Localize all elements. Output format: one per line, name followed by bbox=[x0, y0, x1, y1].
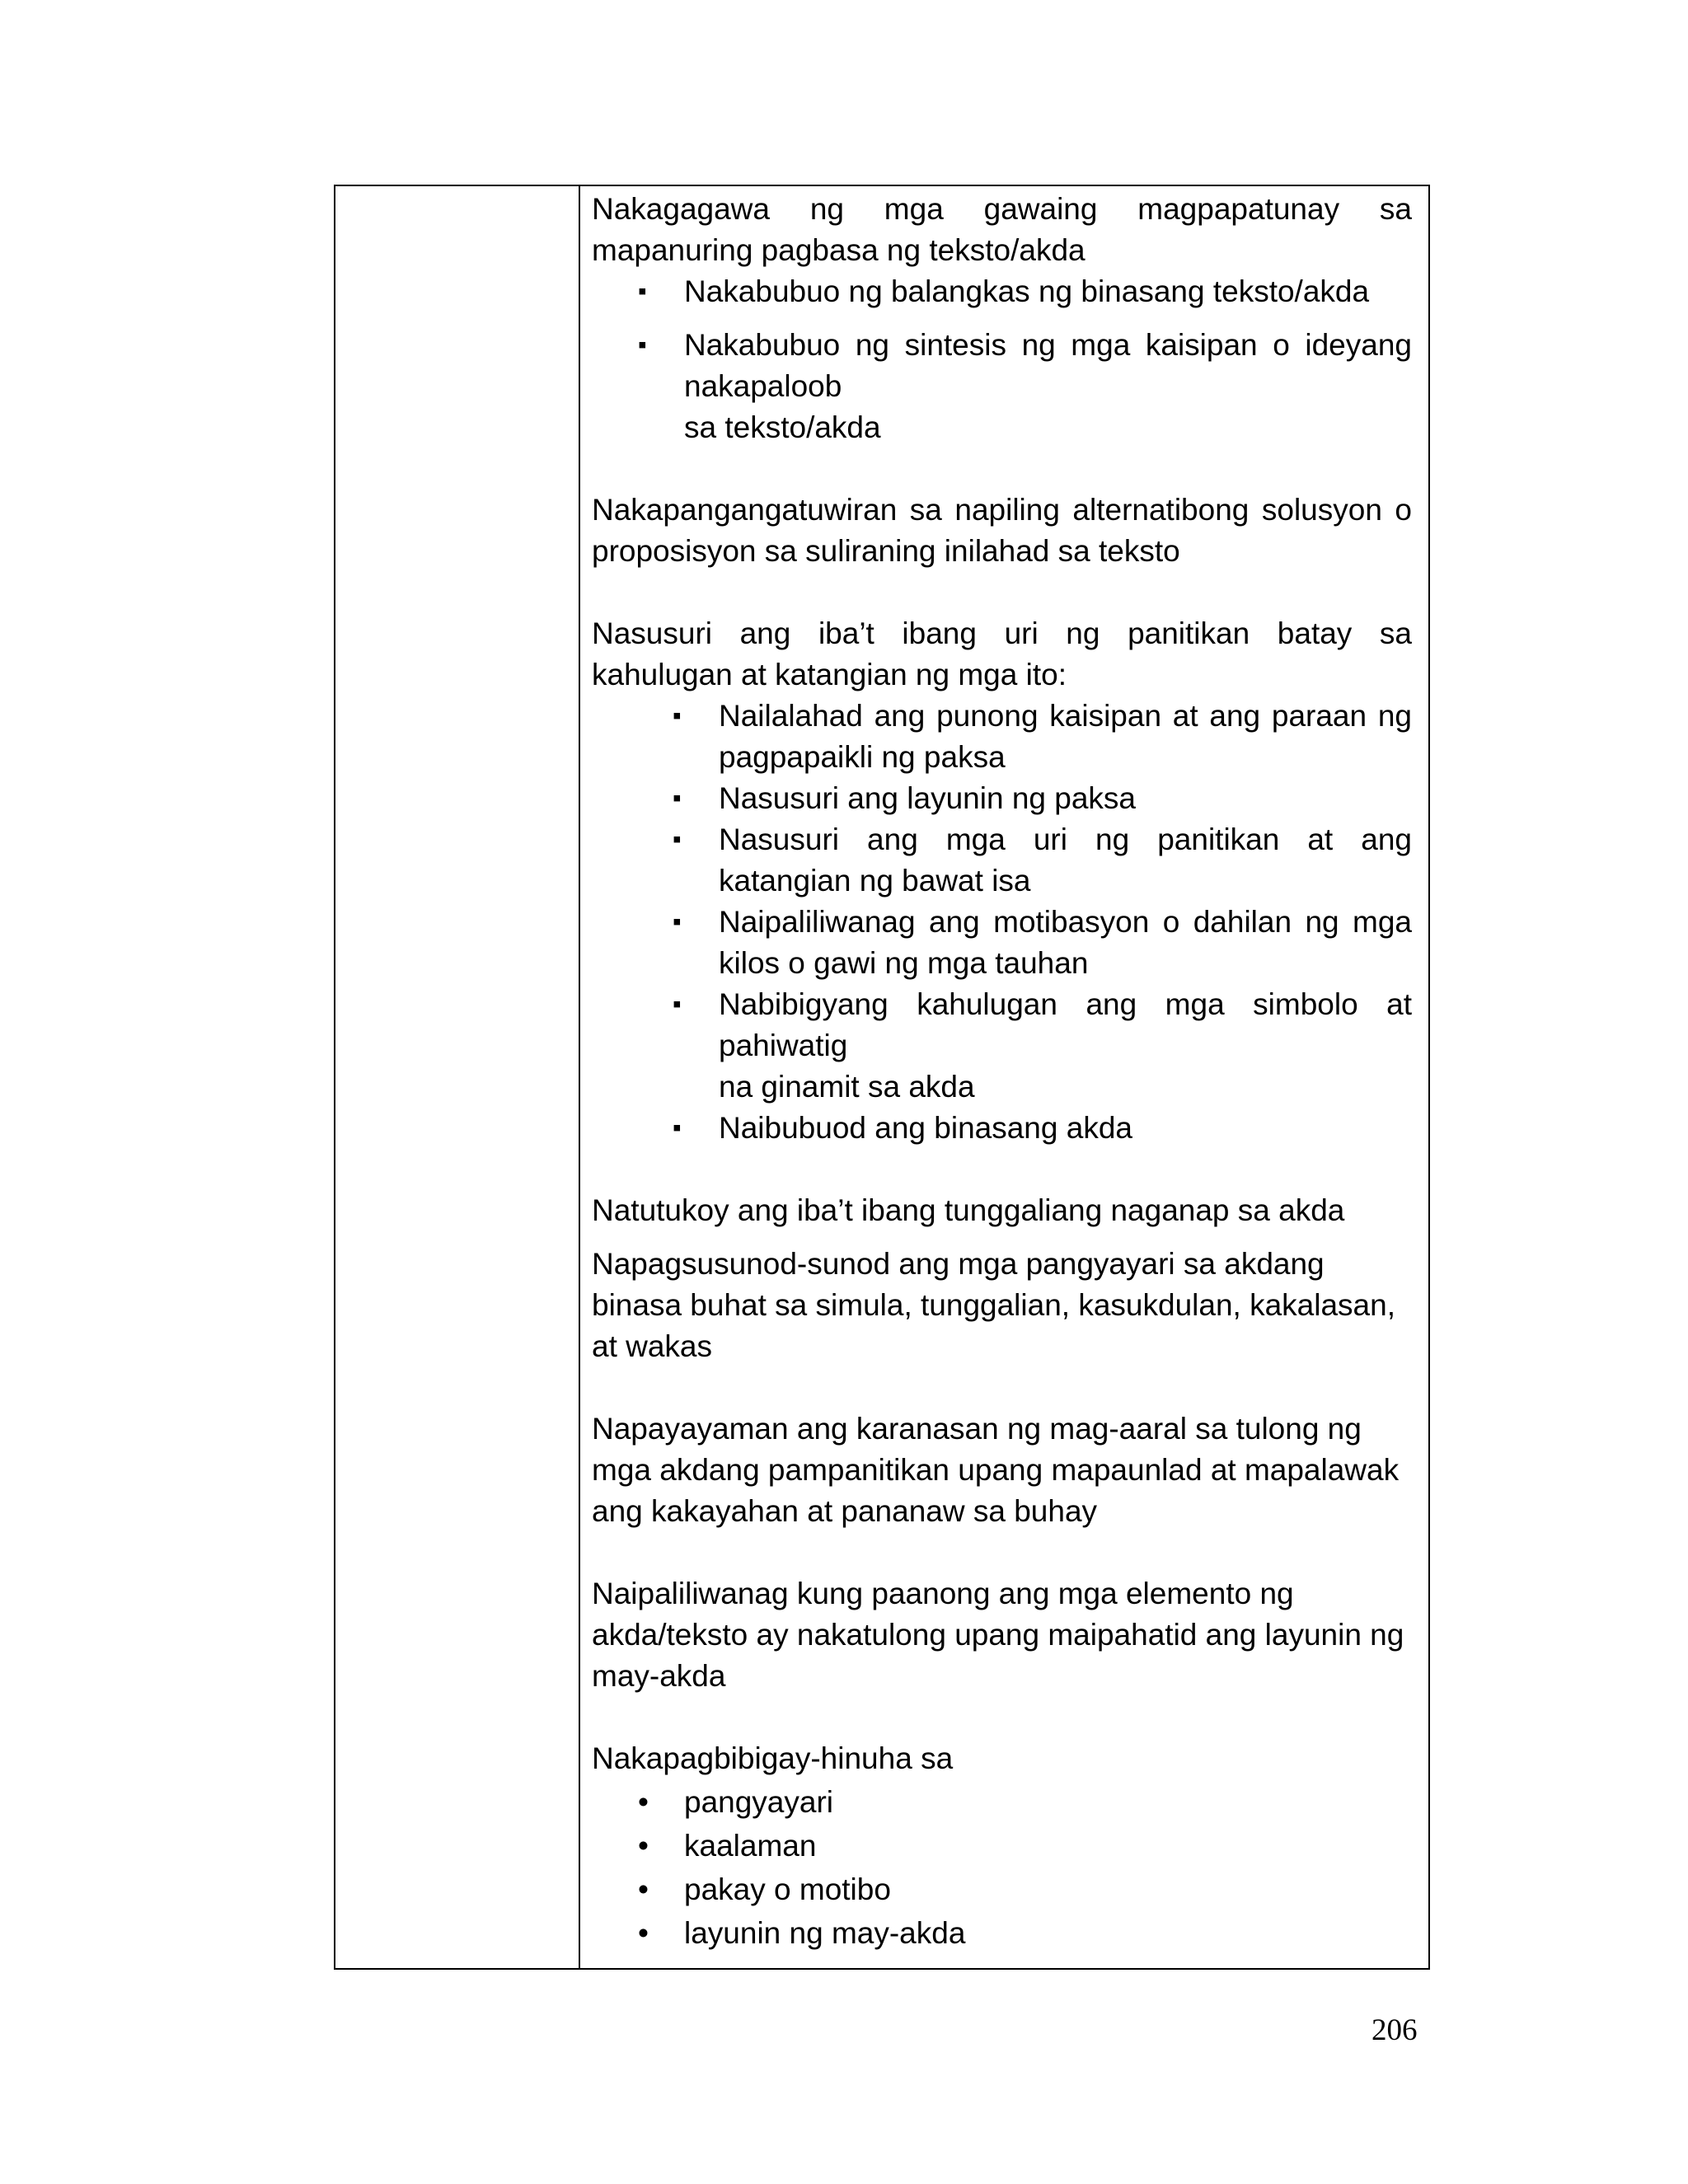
round-bullet-icon: • bbox=[638, 1872, 649, 1906]
list-item: na ginamit sa akda bbox=[719, 1070, 975, 1104]
competency-text: kahulugan at katangian ng mga ito: bbox=[592, 658, 1067, 691]
square-bullet-icon: ▪ bbox=[673, 991, 682, 1018]
list-item: sa teksto/akda bbox=[684, 410, 881, 444]
competency-text: Nakagagawa ng mga gawaing magpapatunay sa bbox=[592, 192, 1412, 226]
list-item: layunin ng may-akda bbox=[684, 1916, 966, 1950]
list-item: katangian ng bawat isa bbox=[719, 864, 1031, 898]
list-item: Naibubuod ang binasang akda bbox=[719, 1111, 1132, 1145]
square-bullet-icon: ▪ bbox=[638, 331, 647, 359]
list-item: kilos o gawi ng mga tauhan bbox=[719, 946, 1089, 980]
competency-text: mapanuring pagbasa ng teksto/akda bbox=[592, 233, 1085, 267]
square-bullet-icon: ▪ bbox=[673, 1114, 682, 1141]
competency-text: proposisyon sa suliraning inilahad sa teksto bbox=[592, 534, 1180, 568]
list-item: pahiwatig bbox=[719, 1029, 848, 1062]
list-item: kaalaman bbox=[684, 1829, 817, 1863]
list-item: Nakabubuo ng balangkas ng binasang teksto/akda bbox=[684, 274, 1370, 308]
page-number: 206 bbox=[1372, 2013, 1418, 2047]
round-bullet-icon: • bbox=[638, 1785, 649, 1819]
competency-text: akda/teksto ay nakatulong upang maipahatid ang layunin ng bbox=[592, 1618, 1404, 1652]
round-bullet-icon: • bbox=[638, 1916, 649, 1950]
list-item: Nakabubuo ng sintesis ng mga kaisipan o ideyang bbox=[684, 328, 1412, 362]
competency-text: mga akdang pampanitikan upang mapaunlad at mapalawak bbox=[592, 1453, 1400, 1487]
competency-text: at wakas bbox=[592, 1329, 713, 1363]
square-bullet-icon: ▪ bbox=[673, 702, 682, 729]
competency-text: binasa buhat sa simula, tunggalian, kasukdulan, kakalasan, bbox=[592, 1288, 1395, 1322]
competency-text: ang kakayahan at pananaw sa buhay bbox=[592, 1494, 1098, 1528]
competency-text: Naipaliliwanag kung paanong ang mga elemento ng bbox=[592, 1577, 1294, 1610]
competency-table bbox=[334, 185, 1430, 1970]
competency-text: Napayayaman ang karanasan ng mag-aaral sa tulong ng bbox=[592, 1412, 1362, 1446]
list-item: pagpapaikli ng paksa bbox=[719, 740, 1006, 774]
list-item: nakapaloob bbox=[684, 369, 842, 403]
square-bullet-icon: ▪ bbox=[673, 826, 682, 853]
square-bullet-icon: ▪ bbox=[673, 908, 682, 935]
competency-text: Nakapagbibigay-hinuha sa bbox=[592, 1741, 954, 1775]
competency-text: Natutukoy ang iba’t ibang tunggaliang naganap sa akda bbox=[592, 1193, 1345, 1227]
list-item: Naipaliliwanag ang motibasyon o dahilan ng mga bbox=[719, 905, 1412, 939]
list-item: Nasusuri ang layunin ng paksa bbox=[719, 781, 1136, 815]
competency-text: Napagsusunod-sunod ang mga pangyayari sa akdang bbox=[592, 1247, 1325, 1281]
competencies-cell bbox=[592, 186, 1428, 1968]
list-item: pakay o motibo bbox=[684, 1872, 891, 1906]
list-item: Nailalahad ang punong kaisipan at ang paraan ng bbox=[719, 699, 1412, 733]
round-bullet-icon: • bbox=[638, 1829, 649, 1863]
list-item: pangyayari bbox=[684, 1785, 834, 1819]
competency-text: Nasusuri ang iba’t ibang uri ng panitikan batay sa bbox=[592, 616, 1412, 650]
competency-text: Nakapangangatuwiran sa napiling alternatibong solusyon o bbox=[592, 493, 1412, 527]
square-bullet-icon: ▪ bbox=[673, 785, 682, 812]
competency-text: may-akda bbox=[592, 1659, 726, 1693]
left-column-empty-cell bbox=[335, 186, 580, 1968]
square-bullet-icon: ▪ bbox=[638, 278, 647, 305]
list-item: Nabibigyang kahulugan ang mga simbolo at bbox=[719, 987, 1412, 1021]
list-item: Nasusuri ang mga uri ng panitikan at ang bbox=[719, 823, 1412, 856]
